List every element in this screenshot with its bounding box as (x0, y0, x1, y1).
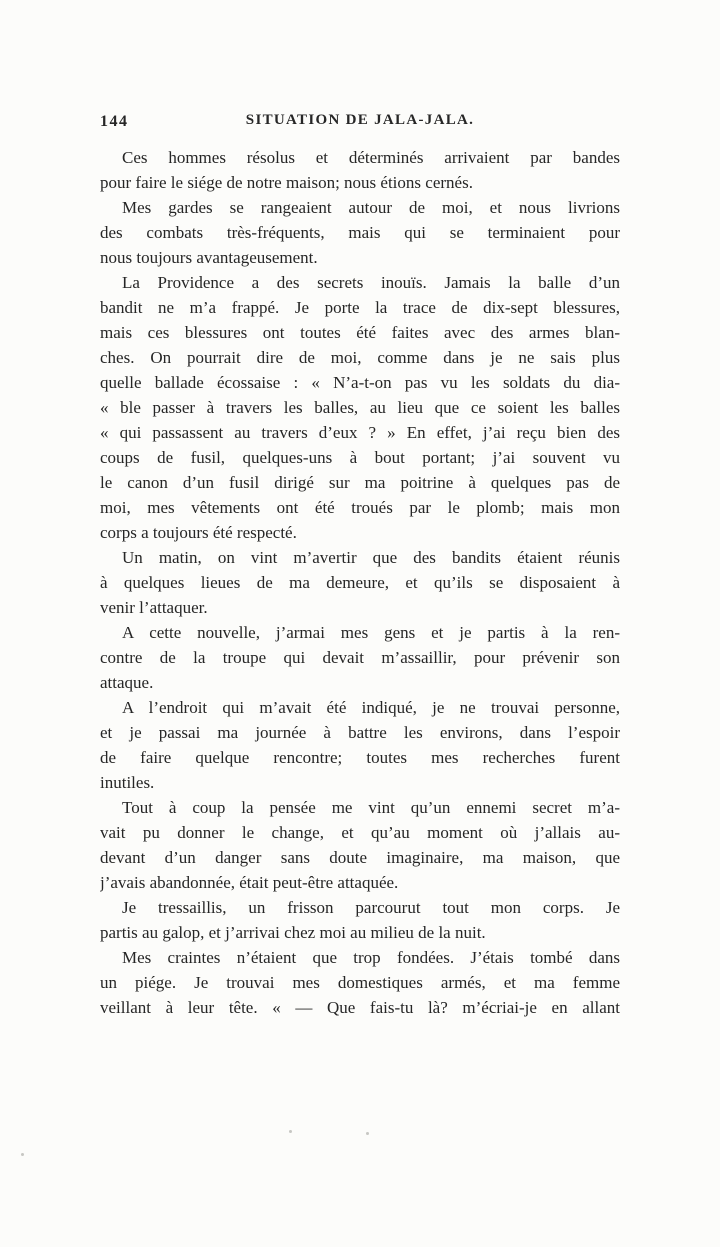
text-line: contre de la troupe qui devait m’assaillir, pour prévenir son (100, 648, 620, 667)
text-line: La Providence a des secrets inouïs. Jamais la balle d’un (122, 273, 620, 292)
text-line: ches. On pourrait dire de moi, comme dans je ne sais plus (100, 348, 620, 367)
text-line: des combats très-fréquents, mais qui se terminaient pour (100, 223, 620, 242)
text-line: Je tressaillis, un frisson parcourut tout mon corps. Je (122, 898, 620, 917)
scan-speck (289, 1130, 292, 1133)
text-line: Ces hommes résolus et déterminés arrivaient par bandes (122, 148, 620, 167)
text-line: Mes craintes n’étaient que trop fondées. J’étais tombé dans (122, 948, 620, 967)
text-line: corps a toujours été respecté. (100, 523, 297, 542)
running-header (100, 112, 620, 138)
text-line: et je passai ma journée à battre les environs, dans l’espoir (100, 723, 620, 742)
text-line: veillant à leur tête. « — Que fais-tu là? m’écriai-je en allant (100, 998, 620, 1017)
text-line: Mes gardes se rangeaient autour de moi, et nous livrions (122, 198, 620, 217)
text-block (100, 112, 620, 1020)
text-line: attaque. (100, 673, 154, 692)
text-line: pour faire le siége de notre maison; nous étions cernés. (100, 173, 473, 192)
scan-speck (366, 1132, 369, 1135)
text-line: un piége. Je trouvai mes domestiques armés, et ma femme (100, 973, 620, 992)
scan-speck (21, 1153, 24, 1156)
page-number: 144 (100, 113, 129, 130)
text-line: à quelques lieues de ma demeure, et qu’ils se disposaient à (100, 573, 620, 592)
text-line: bandit ne m’a frappé. Je porte la trace de dix-sept blessures, (100, 298, 620, 317)
text-line: Un matin, on vint m’avertir que des bandits étaient réunis (122, 548, 620, 567)
text-line: de faire quelque rencontre; toutes mes recherches furent (100, 748, 620, 767)
text-line: le canon d’un fusil dirigé sur ma poitrine à quelques pas de (100, 473, 620, 492)
text-line: « ble passer à travers les balles, au lieu que ce soient les balles (100, 398, 620, 417)
text-line: quelle ballade écossaise : « N’a-t-on pas vu les soldats du dia- (100, 373, 620, 392)
text-line: j’avais abandonnée, était peut-être attaquée. (100, 873, 399, 892)
text-line: nous toujours avantageusement. (100, 248, 318, 267)
running-header-title: SITUATION DE JALA-JALA. (245, 112, 475, 128)
text-line: moi, mes vêtements ont été troués par le plomb; mais mon (100, 498, 620, 517)
text-line: « qui passassent au travers d’eux ? » En effet, j’ai reçu bien des (100, 423, 620, 442)
text-line: vait pu donner le change, et qu’au moment où j’allais au- (100, 823, 620, 842)
text-line: mais ces blessures ont toutes été faites avec des armes blan- (100, 323, 620, 342)
text-line: coups de fusil, quelques-uns à bout portant; j’ai souvent vu (100, 448, 620, 467)
text-line: inutiles. (100, 773, 155, 792)
text-line: A cette nouvelle, j’armai mes gens et je partis à la ren- (122, 623, 620, 642)
text-line: partis au galop, et j’arrivai chez moi au milieu de la nuit. (100, 923, 486, 942)
text-line: venir l’attaquer. (100, 598, 208, 617)
text-line: A l’endroit qui m’avait été indiqué, je ne trouvai personne, (122, 698, 620, 717)
text-line: Tout à coup la pensée me vint qu’un ennemi secret m’a- (122, 798, 620, 817)
text-line: devant d’un danger sans doute imaginaire, ma maison, que (100, 848, 620, 867)
